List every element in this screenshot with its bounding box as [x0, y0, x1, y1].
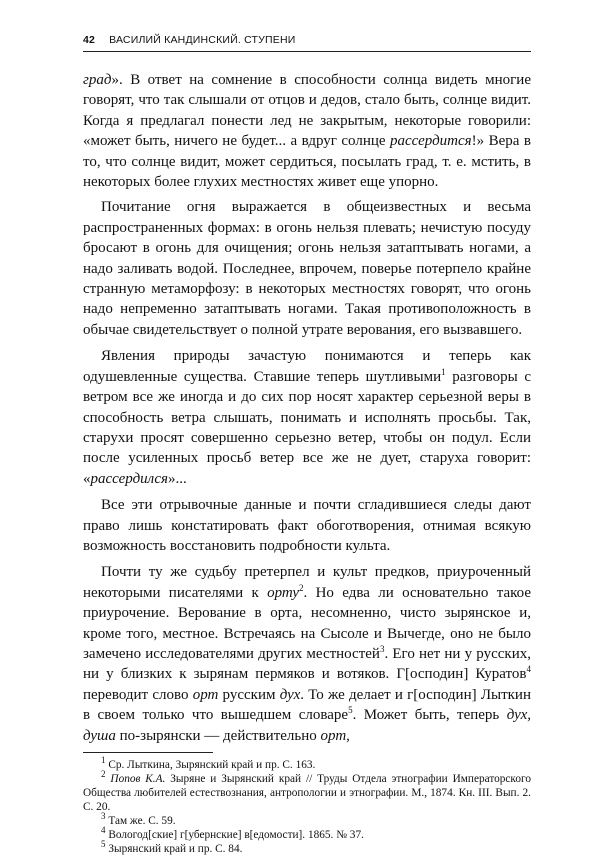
paragraph-3: Явления природы зачастую понимаются и теперь как одушевленные существа. Ставшие теперь шутливыми$^1$ разговоры с ветром все же иногда и до сих пор носят характер серьезной веры в способность ветра слышать, понимать и исполнять просьбы. Так, старухи просят совершенно серьезно ветер, чтобы он подул. Если после усиленных просьб ветер все же не дует, старуха говорит: «рассердился»... [83, 348, 531, 487]
footnote-ref-2[interactable]: 2 [299, 582, 304, 593]
paragraph-4: Все эти отрывочные данные и почти сгладившиеся следы дают право лишь констатировать факт обоготворения, отнимая всякую возможность восстановить подробности культа. [83, 497, 531, 554]
footnotes [83, 755, 532, 856]
italic-word: орту [267, 584, 299, 601]
paragraph-5: Почти ту же судьбу претерпел и культ предков, приуроченный некоторыми писателями к орту$^2$. Но едва ли основательно такое приурочение. Верование в орта, несомненно, чисто зырянское и, кроме того, местное. Встречаясь на Сысоле и Вычегде, оно не было замечено исследователями других местностей$^3$. Его нет ни у русских, ни у близких к зырянам пермяков и вотяков. Г[осподин] Куратов$^4$ переводит слово орт русским дух. То же делает и г[осподин] Лыткин в своем только что вышедшем словаре$^5$. Может быть, теперь дух, душа по-зырянски — действительно орт, [83, 564, 531, 744]
footnote-ref-3[interactable]: 3 [379, 643, 385, 654]
italic-word: орт [192, 686, 219, 703]
italic-word: град [83, 72, 112, 88]
footnote-ref-1[interactable]: 1 [441, 366, 446, 377]
footnote-ref-5[interactable]: 5 [348, 705, 353, 716]
running-title: ВАСИЛИЙ КАНДИНСКИЙ. СТУПЕНИ [109, 34, 296, 46]
main-text [83, 70, 531, 746]
italic-word: рассердится [390, 133, 472, 150]
italic-word: дух [279, 686, 301, 703]
running-header [83, 34, 531, 52]
footnote: $^1$ Ср. Лыткина, Зырянский край и пр. С. 163. [101, 755, 316, 771]
book-page [83, 34, 531, 856]
footnote: $^5$ Зырянский край и пр. С. 84. [101, 839, 243, 855]
paragraph-2: Почитание огня выражается в общеизвестных и весьма распространенных формах: в огонь нельзя плевать; нечистую посуду бросают в огонь для очищения; огонь нельзя затаптывать ногами, а надо заливать водой. Последнее, впрочем, поверье потерпело крайне странную метаморфозу: в некоторых местностях говорят, что огонь надо непременно затаптывать ногами. Такая противоположность в обычае свидетельствует о полной утрате верования, его вызвавшего. [83, 199, 531, 338]
italic-word: рассердился [90, 470, 169, 487]
footnote: $^4$ Вологод[ские] г[убернские] в[едомости]. 1865. № 37. [101, 825, 364, 841]
footnote: $^2$ Попов К.А. Зыряне и Зырянский край // Труды Отдела этнографии Императорского Общества любителей естествознания, антропологии и этнографии. М., 1874. Кн. III. Вып. 2. С. 20. [83, 769, 532, 813]
page-number: 42 [83, 34, 96, 46]
footnote-ref-4[interactable]: 4 [526, 664, 531, 675]
footnote-divider [83, 752, 213, 753]
italic-word: дух, душа [83, 707, 531, 744]
italic-word: орт [320, 727, 347, 744]
paragraph-1: град». В ответ на сомнение в способности солнца видеть многие говорят, что так слышали от отцов и дедов, стало быть, солнце видит. Когда я предлагал понести лед не закрытым, некоторые говорили: «может быть, ничего не будет... а вдруг солнце рассердится!» Вера в то, что солнце видит, может сердиться, посылать град, т. е. мстить, в некоторых более глухих местностях живет еще упорно. [83, 72, 531, 191]
footnote: $^3$ Там же. С. 59. [101, 811, 176, 827]
